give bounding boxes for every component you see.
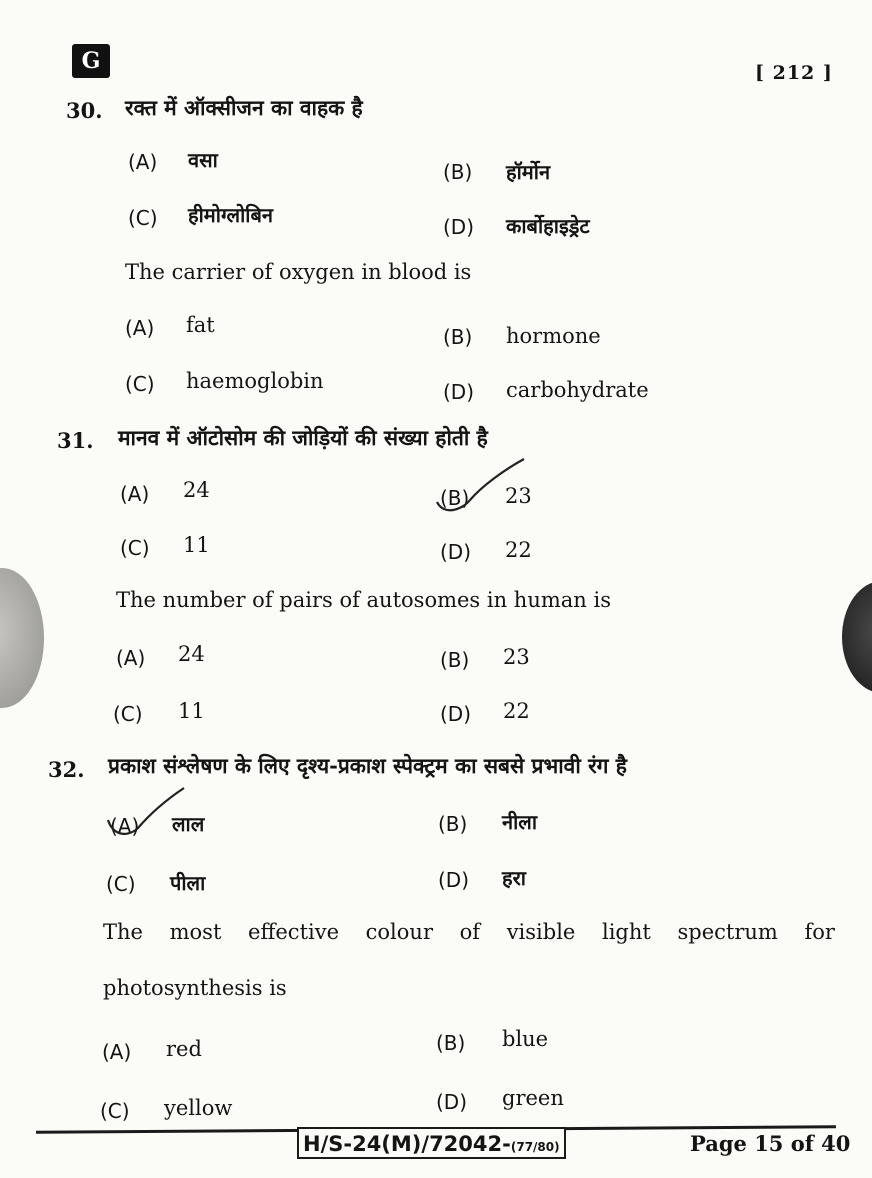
option-label: (A) <box>128 150 158 174</box>
option-label: (C) <box>106 872 136 896</box>
option-label: (A) <box>110 814 140 838</box>
option-text: पीला <box>170 871 206 895</box>
option-label: (D) <box>443 380 475 404</box>
option-text: 24 <box>183 478 210 502</box>
option-label: (A) <box>116 646 146 670</box>
option-text: red <box>166 1037 202 1061</box>
stem-word: most <box>169 920 222 944</box>
option-text: fat <box>186 313 215 337</box>
option-text: हॉर्मोन <box>506 160 551 184</box>
option-text: carbohydrate <box>506 378 649 402</box>
option-label: (A) <box>125 316 155 340</box>
answer-tick-mark <box>432 456 532 516</box>
option-label: (C) <box>125 372 155 396</box>
option-text: 22 <box>505 538 532 562</box>
option-text: नीला <box>502 810 538 834</box>
stem-word: effective <box>248 920 340 944</box>
paper-number: [ 212 ] <box>755 62 833 84</box>
option-label: (D) <box>443 215 475 239</box>
question-stem-hindi: रक्त में ऑक्सीजन का वाहक है <box>125 95 363 120</box>
option-text: yellow <box>164 1096 233 1120</box>
question-stem-hindi: प्रकाश संश्लेषण के लिए दृश्य-प्रकाश स्पेक्ट्रम का सबसे प्रभावी रंग है <box>108 753 627 778</box>
stem-word: light <box>602 920 651 944</box>
option-label: (B) <box>438 812 468 836</box>
option-label: (D) <box>436 1090 468 1114</box>
paper-code-text: H/S-24(M)/72042- <box>303 1132 511 1156</box>
option-text: लाल <box>172 812 205 836</box>
option-label: (B) <box>443 325 473 349</box>
option-text: 23 <box>505 484 532 508</box>
option-label: (B) <box>440 648 470 672</box>
page-number: Page 15 of 40 <box>690 1131 851 1156</box>
option-text: 23 <box>503 645 530 669</box>
stem-word: colour <box>365 920 433 944</box>
option-label: (B) <box>440 486 470 510</box>
option-label: (C) <box>113 702 143 726</box>
option-text: हरा <box>502 866 526 890</box>
question-stem-english: The number of pairs of autosomes in human is <box>116 588 611 612</box>
option-label: (D) <box>440 702 472 726</box>
option-text: हीमोग्लोबिन <box>188 203 273 227</box>
stem-word: The <box>103 920 143 944</box>
option-label: (C) <box>100 1099 130 1123</box>
option-text: haemoglobin <box>186 369 324 393</box>
question-stem-english-line2: photosynthesis is <box>103 976 287 1000</box>
option-text: blue <box>502 1027 549 1051</box>
option-label: (B) <box>436 1031 466 1055</box>
option-text: वसा <box>188 148 218 172</box>
option-text: कार्बोहाइड्रेट <box>506 214 590 238</box>
question-stem-english-line1 <box>103 920 835 944</box>
option-label: (C) <box>128 206 158 230</box>
answer-tick-mark <box>104 786 194 840</box>
question-number: 31. <box>57 428 94 453</box>
punch-hole-right <box>842 581 872 693</box>
option-text: 11 <box>178 699 205 723</box>
option-text: hormone <box>506 324 601 348</box>
option-label: (C) <box>120 536 150 560</box>
option-label: (D) <box>440 540 472 564</box>
option-label: (B) <box>443 160 473 184</box>
question-number: 30. <box>66 98 103 123</box>
option-label: (D) <box>438 868 470 892</box>
stem-word: for <box>804 920 835 944</box>
option-text: 11 <box>183 533 210 557</box>
option-text: 22 <box>503 699 530 723</box>
question-number: 32. <box>48 757 85 782</box>
option-label: (A) <box>102 1040 132 1064</box>
footer-paper-code <box>297 1127 566 1159</box>
option-text: 24 <box>178 642 205 666</box>
punch-hole-left <box>0 568 44 708</box>
option-label: (A) <box>120 482 150 506</box>
question-stem-english: The carrier of oxygen in blood is <box>125 260 472 284</box>
stem-word: visible <box>506 920 576 944</box>
option-text: green <box>502 1086 564 1110</box>
stem-word: spectrum <box>677 920 778 944</box>
question-stem-hindi: मानव में ऑटोसोम की जोड़ियों की संख्या होती है <box>118 425 488 450</box>
paper-code-suffix: (77/80) <box>510 1140 560 1154</box>
set-badge: G <box>72 44 110 78</box>
stem-word: of <box>459 920 481 944</box>
